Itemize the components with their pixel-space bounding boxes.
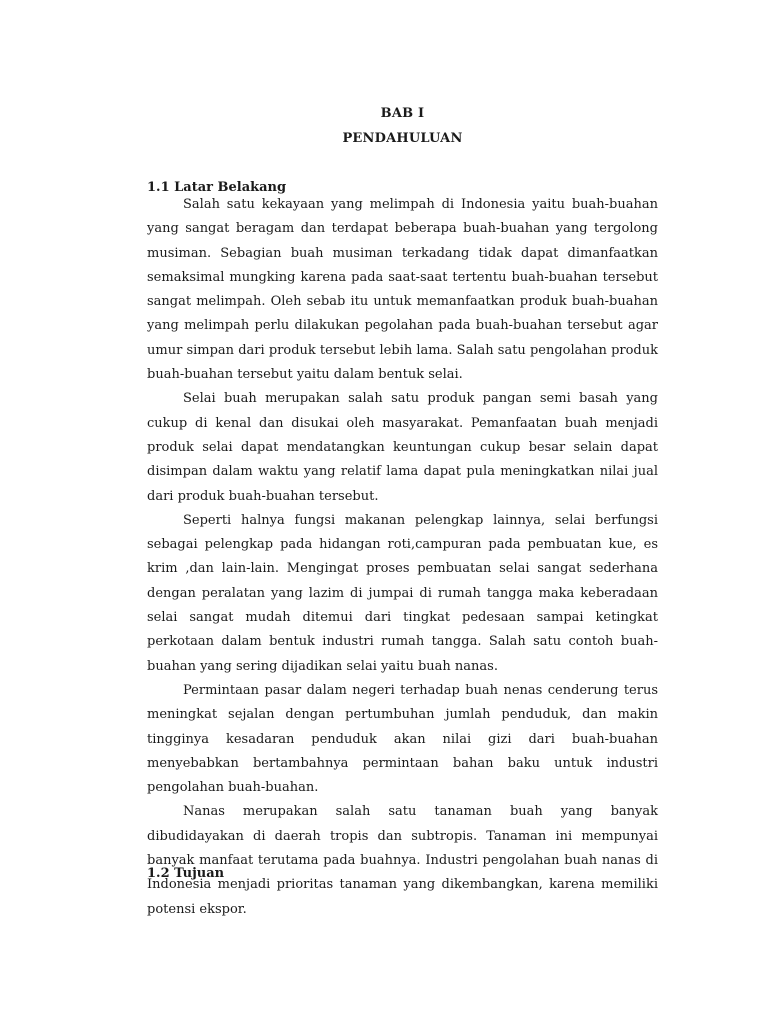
section-heading-latar-belakang: 1.1 Latar Belakang [147,180,287,195]
paragraph-2: Selai buah merupakan salah satu produk pangan semi basah yang cukup di kenal dan disukai oleh masyarakat. Pemanfaatan buah menjadi produk selai dapat mendatangkan keuntungan cukup besar selain dapat disimpan dalam waktu yang relatif lama dapat pula meningkatkan nilai jual dari produk buah-buahan tersebut. [147,391,658,504]
paragraph-4: Permintaan pasar dalam negeri terhadap buah nenas cenderung terus meningkat sejalan dengan pertumbuhan jumlah penduduk, dan makin tingginya kesadaran penduduk akan nilai gizi dari buah-buahan menyebabkan bertambahnya permintaan bahan baku untuk industri pengolahan buah-buahan. [147,682,658,796]
section-heading-tujuan: 1.2 Tujuan [147,866,225,881]
paragraph-3: Seperti halnya fungsi makanan pelengkap lainnya, selai berfungsi sebagai pelengkap pada hidangan roti,campuran pada pembuatan kue, es krim ,dan lain-lain. Mengingat proses pembuatan selai sangat sederhana dengan peralatan yang lazim di jumpai di rumah tangga maka keberadaan selai sangat mudah ditemui dari tingkat pedesaan sampai ketingkat perkotaan dalam bentuk industri rumah tangga. Salah satu contoh buah-buahan yang sering dijadikan selai yaitu buah nanas. [147,512,658,674]
chapter-title: PENDAHULUAN [342,131,463,146]
section-body-latar-belakang [147,193,658,922]
chapter-number: BAB I [380,106,425,121]
paragraph-1: Salah satu kekayaan yang melimpah di Indonesia yaitu buah-buahan yang sangat beragam dan terdapat beberapa buah-buahan yang tergolong musiman. Sebagian buah musiman terkadang tidak dapat dimanfaatkan semaksimal mungking karena pada saat-saat tertentu buah-buahan tersebut sangat melimpah. Oleh sebab itu untuk memanfaatkan produk buah-buahan yang melimpah perlu dilakukan pegolahan pada buah-buahan tersebut agar umur simpan dari produk tersebut lebih lama. Salah satu pengolahan produk buah-buahan tersebut yaitu dalam bentuk selai. [147,197,658,383]
paragraph-5: Nanas merupakan salah satu tanaman buah yang banyak dibudidayakan di daerah tropis dan subtropis. Tanaman ini mempunyai banyak manfaat terutama pada buahnya. Industri pengolahan buah nanas di Indonesia menjadi prioritas tanaman yang dikembangkan, karena memiliki potensi ekspor. [147,804,658,917]
